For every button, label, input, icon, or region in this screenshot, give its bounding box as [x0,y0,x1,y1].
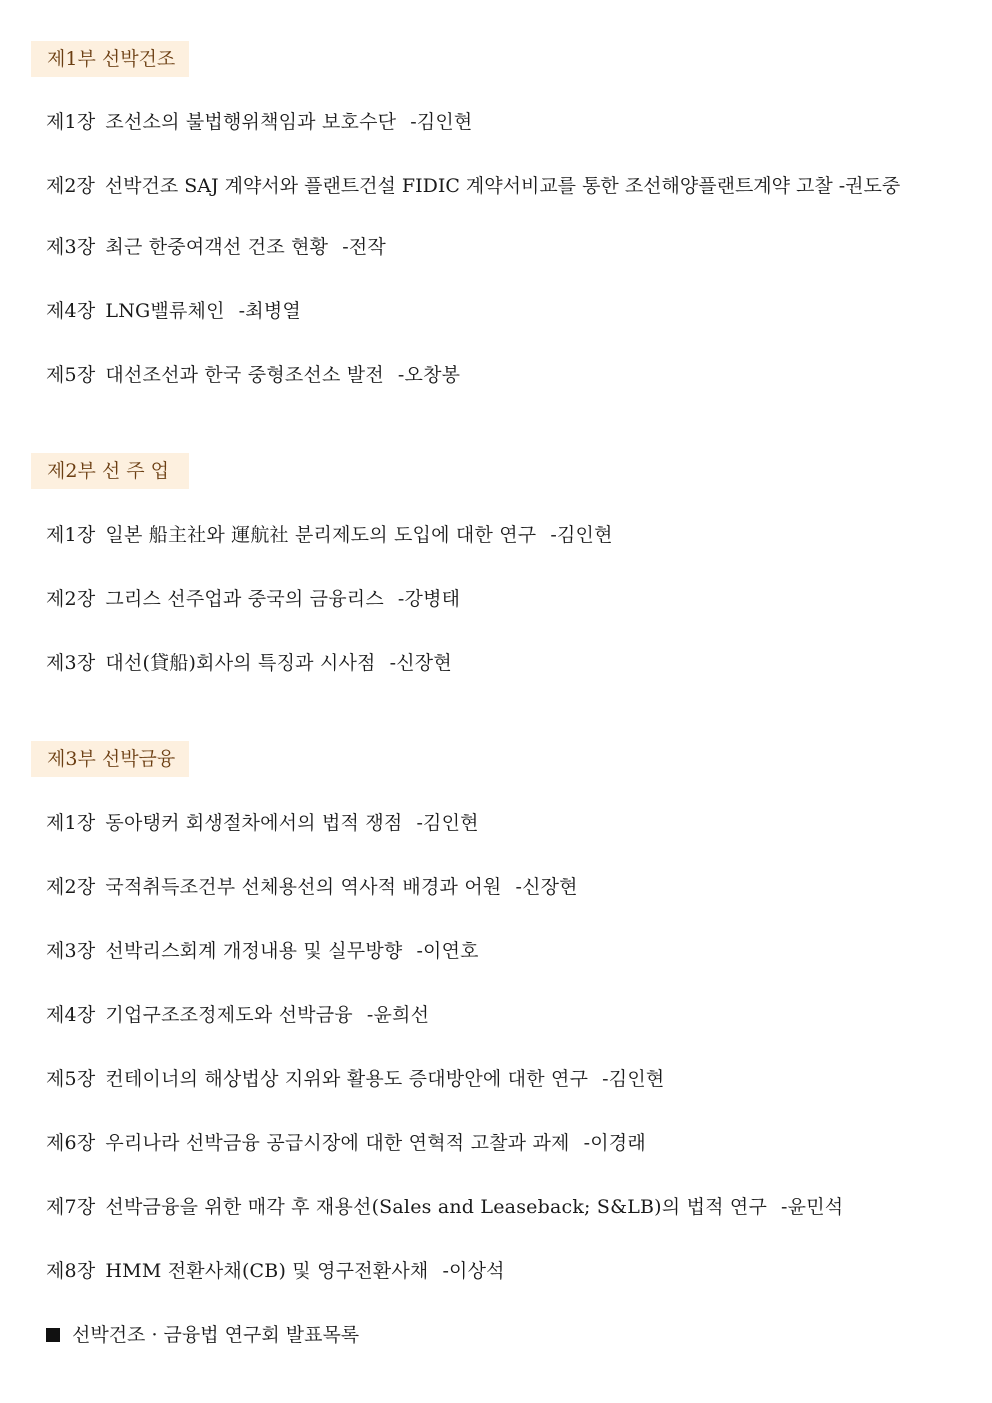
chapter-title: 동아탱커 회생절차에서의 법적 쟁점 [105,812,403,834]
chapter-number: 제2장 [46,588,96,610]
chapter-author: -이연호 [416,940,479,962]
chapter-title: 최근 한중여객선 건조 현황 [105,236,329,258]
chapter-number: 제4장 [46,300,96,322]
chapter-number: 제1장 [46,524,96,546]
chapter-number: 제1장 [46,111,96,133]
chapter-title: 대선(貸船)회사의 특징과 시사점 [105,652,376,674]
chapter-number: 제5장 [46,364,96,386]
chapter-author: -김인현 [602,1068,665,1090]
chapter-author: -전작 [342,236,386,258]
chapter-title: 조선소의 불법행위책임과 보호수단 [105,111,397,133]
footer-text: 선박건조 · 금융법 연구회 발표목록 [72,1324,360,1346]
chapter-title: 선박건조 SAJ 계약서와 플랜트건설 FIDIC 계약서비교를 통한 조선해양플랜트계약 고찰 [104,175,833,197]
chapter-entry [46,810,479,836]
presentation-list-note [46,1322,359,1348]
chapter-author: -권도중 [838,175,901,197]
chapter-entry [46,522,613,548]
chapter-entry [46,938,479,964]
black-square-icon [46,1328,60,1342]
chapter-title: 컨테이너의 해상법상 지위와 활용도 증대방안에 대한 연구 [105,1068,589,1090]
chapter-author: -최병열 [238,300,301,322]
chapter-title: 선박금융을 위한 매각 후 재용선(Sales and Leaseback; S&LB)의 법적 연구 [105,1196,768,1218]
part-heading-2: 제2부 선 주 업 [31,453,189,489]
chapter-author: -윤민석 [781,1196,844,1218]
chapter-entry [46,1130,646,1156]
chapter-author: -윤희선 [366,1004,430,1026]
chapter-author: -김인현 [410,111,473,133]
chapter-author: -이상석 [442,1260,505,1282]
chapter-entry [46,109,473,135]
chapter-author: -신장현 [515,876,578,898]
chapter-number: 제3장 [46,236,96,258]
chapter-title: 선박리스회계 개정내용 및 실무방향 [105,940,403,962]
chapter-number: 제4장 [46,1004,96,1026]
chapter-entry [46,874,578,900]
chapter-entry [46,586,460,612]
part-heading-3: 제3부 선박금융 [31,741,189,777]
part-heading-1: 제1부 선박건조 [31,41,189,77]
chapter-entry [46,298,301,324]
chapter-title: 우리나라 선박금융 공급시장에 대한 연혁적 고찰과 과제 [105,1132,570,1154]
chapter-entry [46,362,460,388]
chapter-entry [46,234,386,260]
chapter-title: 기업구조조정제도와 선박금융 [105,1004,353,1026]
chapter-number: 제5장 [46,1068,96,1090]
chapter-entry [46,1066,664,1092]
chapter-number: 제6장 [46,1132,96,1154]
chapter-number: 제1장 [46,812,96,834]
chapter-author: -신장현 [389,652,452,674]
chapter-number: 제2장 [46,876,96,898]
chapter-entry [46,1258,505,1284]
chapter-title: 국적취득조건부 선체용선의 역사적 배경과 어원 [105,876,502,898]
chapter-number: 제7장 [46,1196,96,1218]
chapter-number: 제2장 [46,175,95,197]
chapter-entry [46,1002,429,1028]
chapter-title: 그리스 선주업과 중국의 금융리스 [105,588,384,610]
chapter-entry [46,173,900,199]
chapter-number: 제3장 [46,652,96,674]
chapter-title: LNG밸류체인 [105,300,225,322]
chapter-author: -이경래 [583,1132,646,1154]
chapter-title: HMM 전환사채(CB) 및 영구전환사채 [105,1260,429,1282]
chapter-number: 제8장 [46,1260,96,1282]
chapter-author: -김인현 [550,524,613,546]
chapter-entry [46,650,452,676]
chapter-title: 대선조선과 한국 중형조선소 발전 [105,364,384,386]
chapter-number: 제3장 [46,940,96,962]
chapter-author: -강병태 [397,588,461,610]
chapter-title: 일본 船主社와 運航社 분리제도의 도입에 대한 연구 [105,524,537,546]
chapter-author: -오창봉 [397,364,461,386]
chapter-entry [46,1194,843,1220]
chapter-author: -김인현 [416,812,479,834]
